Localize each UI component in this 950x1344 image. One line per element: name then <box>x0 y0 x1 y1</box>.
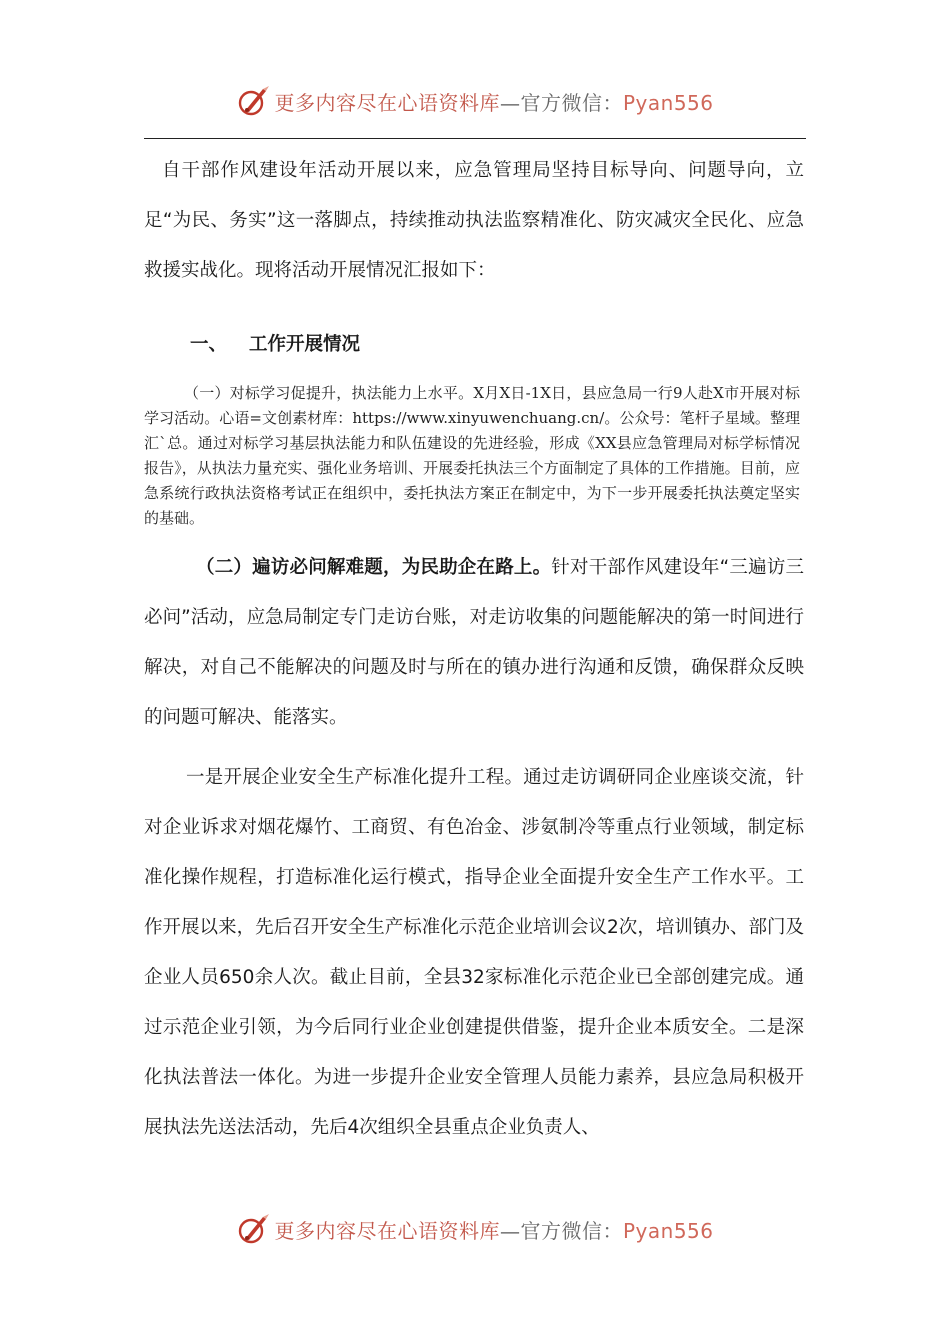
item-1-paragraph: （一）对标学习促提升，执法能力上水平。X月X日-1X日，县应急局一行9人赴X市开展对标学习活动。心语=文创素材库：https://www.xinyuwenchuang.cn/。公众号：笔杆子星域。整理汇`总。通过对标学习基层执法能力和队伍建设的先进经验，形成《XX县应急管理局对标学标情况报告》，从执法力量充实、强化业务培训、开展委托执法三个方面制定了具体的工作措施。目前，应急系统行政执法资格考试正在组织中，委托执法方案正在制定中，为下一步开展委托执法奠定坚实的基础。 <box>144 384 800 527</box>
header-divider <box>144 138 806 139</box>
section-number: 一、 <box>190 334 228 355</box>
quill-logo-icon <box>236 84 270 118</box>
item-3-paragraph: 一是开展企业安全生产标准化提升工程。通过走访调研同企业座谈交流，针对企业诉求对烟花爆竹、工商贸、有色冶金、涉氨制冷等重点行业领域，制定标准化操作规程，打造标准化运行模式，指导企业全面提升安全生产工作水平。工作开展以来，先后召开安全生产标准化示范企业培训会议2次，培训镇办、部门及企业人员650余人次。截止目前，全县32家标准化示范企业已全部创建完成。通过示范企业引领，为今后同行业企业创建提供借鉴，提升企业本质安全。二是深化执法普法一体化。为进一步提升企业安全管理人员能力素养，县应急局积极开展执法先送法活动，先后4次组织全县重点企业负责人、 <box>144 767 804 1138</box>
watermark-text: 更多内容尽在心语资料库—官方微信：Pyan556 <box>274 1218 714 1243</box>
intro-paragraph: 自干部作风建设年活动开展以来，应急管理局坚持目标导向、问题导向，立足“为民、务实”这一落脚点，持续推动执法监察精准化、防灾减灾全民化、应急救援实战化。现将活动开展情况汇报如下： <box>144 160 804 281</box>
watermark-text: 更多内容尽在心语资料库—官方微信：Pyan556 <box>274 90 714 115</box>
watermark-banner-bottom <box>0 1212 950 1246</box>
quill-logo-icon <box>236 1212 270 1246</box>
item-2-paragraph <box>144 543 804 743</box>
section-heading <box>190 330 360 356</box>
section-title: 工作开展情况 <box>249 334 361 355</box>
item-2-lead: （二）遍访必问解难题，为民助企在路上。 <box>196 557 552 578</box>
watermark-banner-top <box>0 84 950 118</box>
item-2-body: 针对干部作风建设年“三遍访三必问”活动，应急局制定专门走访台账，对走访收集的问题能解决的第一时间进行解决，对自己不能解决的问题及时与所在的镇办进行沟通和反馈，确保群众反映的问题可解决、能落实。 <box>144 557 804 728</box>
